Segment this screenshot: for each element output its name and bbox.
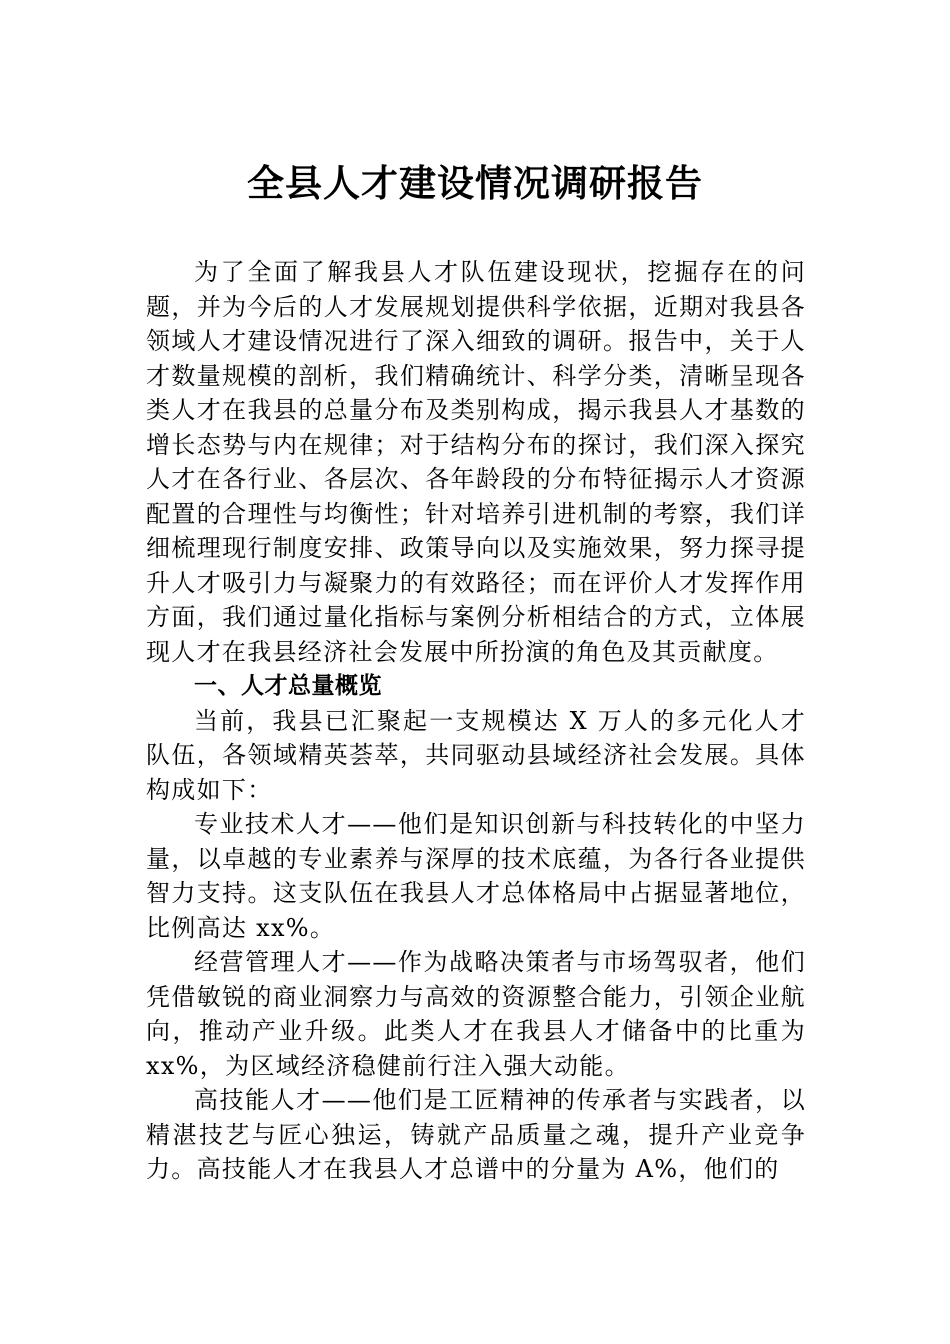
document-body bbox=[146, 255, 806, 1187]
section-paragraph: 专业技术人才——他们是知识创新与科技转化的中坚力量，以卓越的专业素养与深厚的技术底蕴，为各行各业提供智力支持。这支队伍在我县人才总体格局中占据显著地位，比例高达 xx%。 bbox=[146, 810, 806, 942]
section-paragraph: 高技能人才——他们是工匠精神的传承者与实践者，以精湛技艺与匠心独运，铸就产品质量之魂，提升产业竞争力。高技能人才在我县人才总谱中的分量为 A%，他们的 bbox=[146, 1086, 806, 1183]
section-heading: 一、人才总量概览 bbox=[194, 673, 382, 699]
section-paragraph: 当前，我县已汇聚起一支规模达 X 万人的多元化人才队伍，各领域精英荟萃，共同驱动县域经济社会发展。具体构成如下： bbox=[146, 706, 806, 804]
document-title: 全县人才建设情况调研报告 bbox=[247, 161, 703, 205]
intro-paragraph: 为了全面了解我县人才队伍建设现状，挖掘存在的问题，并为今后的人才发展规划提供科学依据，近期对我县各领域人才建设情况进行了深入细致的调研。报告中，关于人才数量规模的剖析，我们精确统计、科学分类，清晰呈现各类人才在我县的总量分布及类别构成，揭示我县人才基数的增长态势与内在规律；对于结构分布的探讨，我们深入探究人才在各行业、各层次、各年龄段的分布特征揭示人才资源配置的合理性与均衡性；针对培养引进机制的考察，我们详细梳理现行制度安排、政策导向以及实施效果，努力探寻提升人才吸引力与凝聚力的有效路径；而在评价人才发挥作用方面，我们通过量化指标与案例分析相结合的方式，立体展现人才在我县经济社会发展中所扮演的角色及其贡献度。 bbox=[146, 258, 806, 666]
section-paragraph: 经营管理人才——作为战略决策者与市场驾驭者，他们凭借敏锐的商业洞察力与高效的资源整合能力，引领企业航向，推动产业升级。此类人才在我县人才储备中的比重为 xx%，为区域经济稳健前行注入强大动能。 bbox=[146, 948, 806, 1080]
